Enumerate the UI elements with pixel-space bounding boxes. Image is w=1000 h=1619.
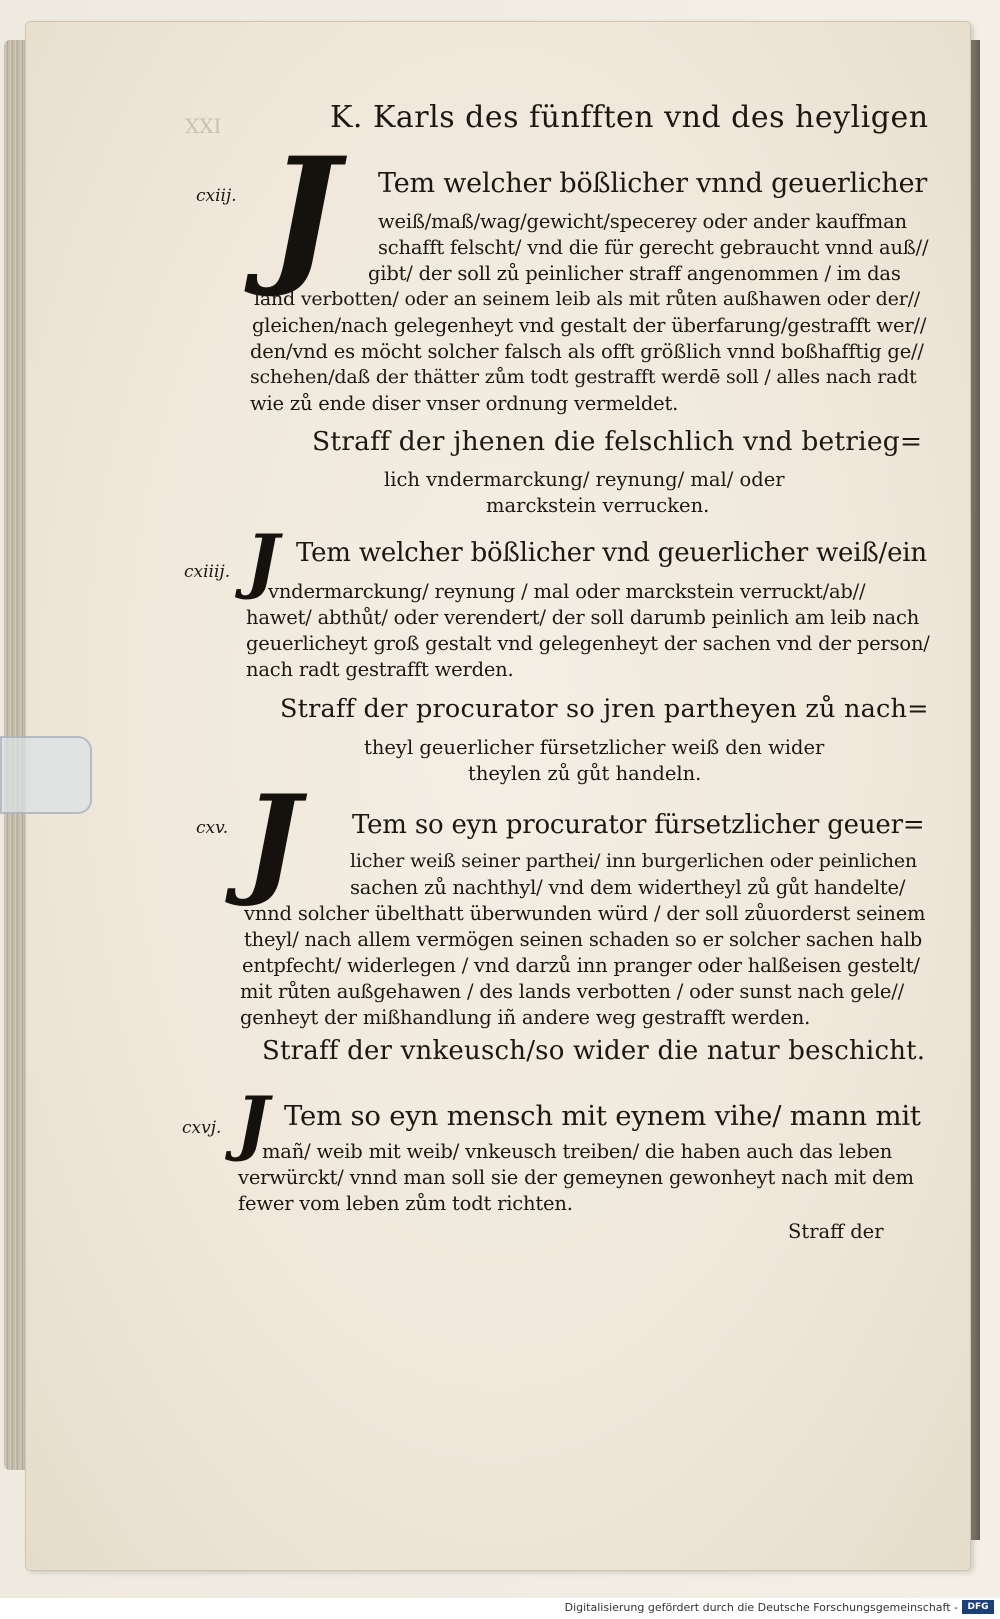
ghost-page-number: XXI (185, 114, 222, 138)
body-line: Tem welcher bößlicher vnnd geuerlicher (378, 168, 928, 199)
section-subheading: theylen zů gůt handeln. (468, 762, 702, 785)
body-line: hawet/ abthůt/ oder verendert/ der soll darumb peinlich am leib nach (246, 606, 920, 629)
body-line: fewer vom leben zům todt richten. (238, 1192, 573, 1215)
decorated-initial: J (244, 769, 301, 910)
dfg-logo: DFG (962, 1600, 994, 1614)
body-line: geuerlicheyt groß gestalt vnd gelegenheyt der sachen vnd der person/ (246, 632, 930, 655)
body-line: Tem so eyn mensch mit eynem vihe/ mann mit (284, 1100, 921, 1132)
body-line: vnnd solcher übelthatt überwunden würd / der soll zůuorderst seinem (244, 902, 926, 925)
footer-credit: Digitalisierung gefördert durch die Deutsche Forschungsgemeinschaft - (564, 1601, 958, 1614)
body-line: theyl/ nach allem vermögen seinen schaden so er solcher sachen halb (244, 928, 923, 951)
body-line: nach radt gestrafft werden. (246, 658, 514, 681)
catchword: Straff der (788, 1220, 884, 1243)
margin-number: cxiiij. (184, 562, 231, 582)
body-line: wie zů ende diser vnser ordnung vermeldet. (250, 392, 679, 415)
body-line: verwürckt/ vnnd man soll sie der gemeynen gewonheyt nach mit dem (238, 1166, 914, 1189)
running-head: K. Karls des fünfften vnd des heyligen (330, 100, 929, 135)
body-line: weiß/maß/wag/gewicht/specerey oder ander kauffman (378, 210, 907, 233)
body-line: sachen zů nachthyl/ vnd dem widertheyl zů gůt handelte/ (350, 876, 906, 899)
body-line: mañ/ weib mit weib/ vnkeusch treiben/ die haben auch das leben (262, 1140, 893, 1163)
body-line: land verbotten/ oder an seinem leib als mit růten außhawen oder der// (254, 288, 920, 310)
body-line: Tem so eyn procurator fürsetzlicher geuer= (352, 810, 925, 840)
decorated-initial: J (268, 125, 339, 301)
body-line: Tem welcher bößlicher vnd geuerlicher weiß/ein (296, 538, 927, 568)
decorated-initial: J (246, 519, 280, 602)
body-line: gleichen/nach gelegenheyt vnd gestalt der überfarung/gestrafft wer// (252, 314, 927, 337)
section-subheading: marckstein verrucken. (486, 494, 710, 517)
body-line: genheyt der mißhandlung iñ andere weg gestrafft werden. (240, 1006, 811, 1029)
section-heading: Straff der vnkeusch/so wider die natur beschicht. (262, 1036, 926, 1066)
body-line: entpfecht/ widerlegen / vnd darzů inn pranger oder halßeisen gestelt/ (242, 954, 920, 977)
body-line: schafft felscht/ vnd die für gerecht gebraucht vnnd auß// (378, 236, 929, 259)
margin-number: cxvj. (182, 1118, 222, 1138)
section-subheading: theyl geuerlicher fürsetzlicher weiß den wider (364, 736, 825, 759)
body-line: mit růten außgehawen / des lands verbotten / oder sunst nach gele// (240, 980, 904, 1003)
section-heading: Straff der procurator so jren partheyen zů nach= (280, 694, 929, 724)
section-heading: Straff der jhenen die felschlich vnd betrieg= (312, 426, 923, 457)
section-subheading: lich vndermarckung/ reynung/ mal/ oder (384, 468, 785, 491)
decorated-initial: J (236, 1081, 270, 1164)
body-line: den/vnd es möcht solcher falsch als offt größlich vnnd boßhafftig ge// (250, 340, 924, 363)
margin-number: cxv. (196, 818, 229, 838)
body-line: gibt/ der soll zů peinlicher straff angenommen / im das (368, 262, 901, 285)
margin-number: cxiij. (196, 186, 237, 206)
body-line: licher weiß seiner parthei/ inn burgerlichen oder peinlichen (350, 850, 917, 872)
bookmark-clip (0, 736, 92, 814)
body-line: schehen/daß der thätter zům todt gestrafft werdē soll / alles nach radt (250, 366, 917, 388)
body-line: vndermarckung/ reynung / mal oder marckstein verruckt/ab// (268, 580, 866, 603)
